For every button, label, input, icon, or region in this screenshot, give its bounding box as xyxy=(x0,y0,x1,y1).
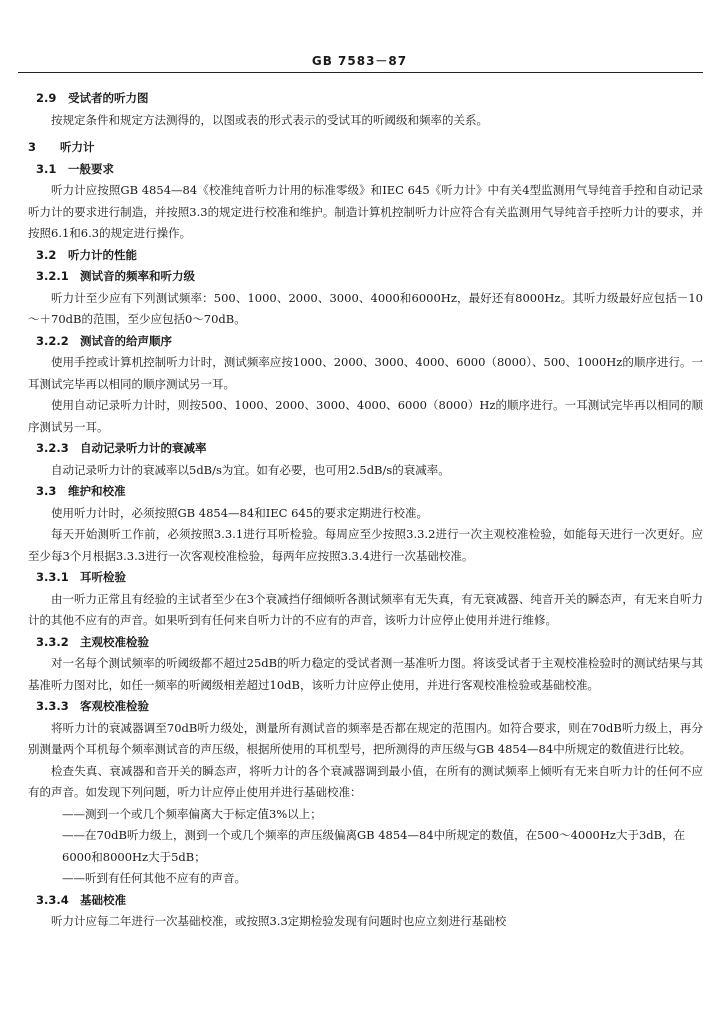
section-number: 3.2.3 xyxy=(36,441,69,455)
section-heading xyxy=(28,632,703,654)
section-number: 2.9 xyxy=(36,91,57,105)
section-number: 3.3.2 xyxy=(36,634,69,649)
section-title: 维护和校准 xyxy=(68,484,126,498)
section-heading xyxy=(28,245,703,267)
section-number: 3.3 xyxy=(36,484,57,498)
section-heading xyxy=(28,567,703,589)
section-heading xyxy=(28,88,703,110)
section-heading xyxy=(28,266,703,288)
document-body xyxy=(28,88,703,933)
section-number: 3.3.3 xyxy=(36,699,69,713)
section-title: 自动记录听力计的衰减率 xyxy=(80,441,207,455)
paragraph: 每天开始测听工作前，必须按照3.3.1进行耳听检验。每周应至少按照3.3.2进行一次主观校准检验，如能每天进行一次更好。应至少每3个月根据3.3.3进行一次客观校准检验，每两年应按照3.3.4进行一次基础校准。 xyxy=(28,527,703,563)
paragraph: 使用手控或计算机控制听力计时，测试频率应按1000、2000、3000、4000、6000（8000）、500、1000Hz的顺序进行。一耳测试完毕再以相同的顺序测试另一耳。 xyxy=(28,355,703,391)
section-number: 3.3.1 xyxy=(36,570,69,584)
paragraph: 听力计至少应有下列测试频率：500、1000、2000、3000、4000和6000Hz，最好还有8000Hz。其听力级最好应包括－10～＋70dB的范围，至少应包括0～70dB。 xyxy=(28,290,703,326)
section-title: 一般要求 xyxy=(68,161,114,176)
list-item: ——听到有任何其他不应有的声音。 xyxy=(62,871,246,885)
standard-number-header: GB 7583－87 xyxy=(311,54,408,68)
paragraph: 使用自动记录听力计时，则按500、1000、2000、3000、4000、6000（8000）Hz的顺序进行。一耳测试完毕再以相同的顺序测试另一耳。 xyxy=(28,398,703,434)
paragraph: 自动记录听力计的衰减率以5dB/s为宜。如有必要，也可用2.5dB/s的衰减率。 xyxy=(51,462,450,477)
section-number: 3.1 xyxy=(36,161,57,176)
paragraph: 对一名每个测试频率的听阈级都不超过25dB的听力稳定的受试者测一基准听力图。将该受试者于主观校准检验时的测试结果与其基准听力图对比，如任一频率的听阈级相差超过10dB，该听力计应停止使用，并进行客观校准检验或基础校准。 xyxy=(28,656,703,692)
section-title: 主观校准检验 xyxy=(80,634,149,649)
section-heading xyxy=(28,137,703,159)
list-item: ——测到一个或几个频率偏离大于标定值3%以上； xyxy=(62,806,322,821)
section-title: 听力计的性能 xyxy=(68,247,137,262)
section-title: 客观校准检验 xyxy=(80,699,149,713)
section-title: 听力计 xyxy=(60,140,95,154)
paragraph: 由一听力正常且有经验的主试者至少在3个衰减挡仔细倾听各测试频率有无失真，有无衰减器、纯音开关的瞬态声，有无来自听力计的其他不应有的声音。如果听到有任何来自听力计的不应有的声音，该听力计应停止使用并进行维修。 xyxy=(28,591,703,627)
section-number: 3 xyxy=(28,140,37,154)
section-number: 3.2.2 xyxy=(36,333,69,348)
section-heading xyxy=(28,890,703,912)
paragraph: 检查失真、衰减器和音开关的瞬态声，将听力计的各个衰减器调到最小值，在所有的测试频率上倾听有无来自听力计的任何不应有的声音。如发现下列问题，听力计应停止使用并进行基础校准： xyxy=(28,763,703,799)
header-rule xyxy=(18,72,703,73)
paragraph: 听力计应按照GB 4854—84《校准纯音听力计用的标准零级》和IEC 645《听力计》中有关4型监测用气导纯音手控和自动记录听力计的要求进行制造，并按照3.3的规定进行校准和维护。制造计算机控制听力计应符合有关监测用气导纯音手控听力计的要求，并按照6.1和6.3的规定进行操作。 xyxy=(28,183,703,240)
section-number: 3.2 xyxy=(36,247,57,262)
paragraph: 听力计应每二年进行一次基础校准，或按照3.3定期检验发现有问题时也应立刻进行基础校 xyxy=(51,914,507,928)
section-title: 测试音的频率和听力级 xyxy=(80,269,195,283)
section-title: 基础校准 xyxy=(80,892,126,907)
section-heading xyxy=(28,331,703,353)
section-heading xyxy=(28,481,703,503)
section-heading xyxy=(28,159,703,181)
list-item: ——在70dB听力级上，测到一个或几个频率的声压级偏离GB 4854—84中所规定的数值，在500～4000Hz大于3dB，在6000和8000Hz大于5dB； xyxy=(62,828,686,864)
section-title: 耳听检验 xyxy=(80,570,126,584)
paragraph: 将听力计的衰减器调至70dB听力级处，测量所有测试音的频率是否都在规定的范围内。如符合要求，则在70dB听力级上，再分别测量两个耳机每个频率测试音的声压级，根据所使用的耳机型号，把所测得的声压级与GB 4854—84中所规定的数值进行比较。 xyxy=(28,720,703,756)
section-title: 受试者的听力图 xyxy=(68,91,149,105)
paragraph: 按规定条件和规定方法测得的，以图或表的形式表示的受试耳的听阈级和频率的关系。 xyxy=(51,112,488,127)
section-heading xyxy=(28,438,703,460)
section-heading xyxy=(28,696,703,718)
section-number: 3.2.1 xyxy=(36,269,69,283)
paragraph: 使用听力计时，必须按照GB 4854—84和IEC 645的要求定期进行校准。 xyxy=(51,505,429,520)
section-number: 3.3.4 xyxy=(36,892,69,907)
section-title: 测试音的给声顺序 xyxy=(80,333,172,348)
